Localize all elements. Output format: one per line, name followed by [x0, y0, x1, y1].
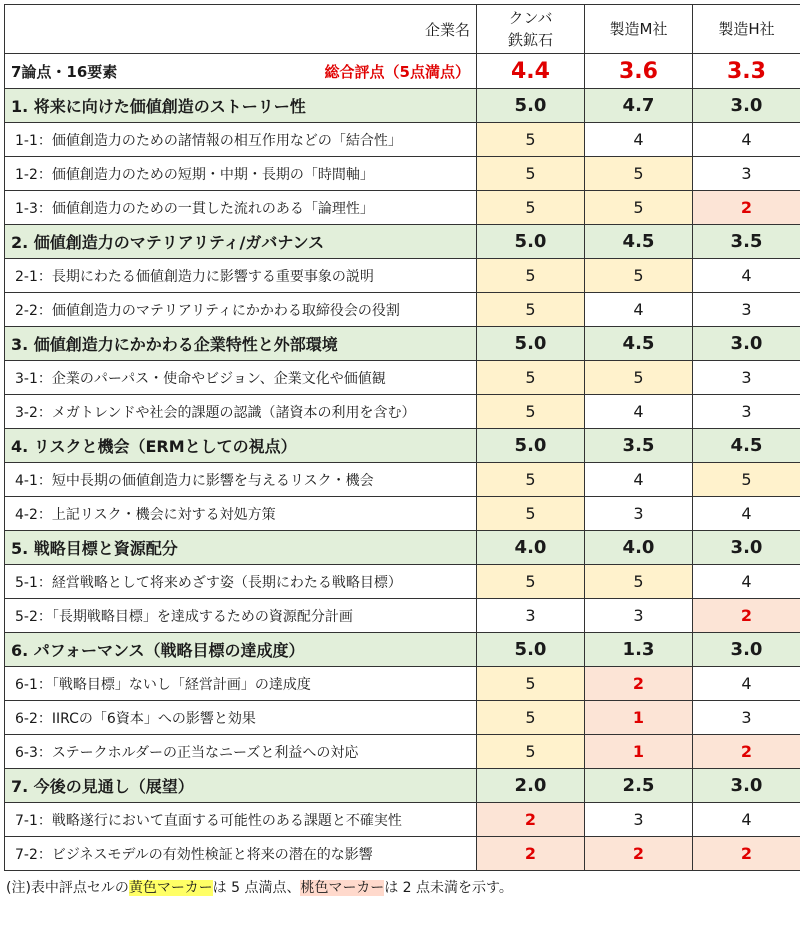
item-score: 4 — [693, 497, 800, 531]
overall-score: 3.6 — [585, 54, 693, 89]
item-score: 2 — [585, 667, 693, 701]
item-row — [5, 259, 800, 293]
category-row — [5, 429, 800, 463]
item-score: 5 — [477, 191, 585, 225]
overall-row — [5, 54, 800, 89]
item-score: 4 — [693, 565, 800, 599]
category-label: 4. リスクと機会（ERMとしての視点） — [5, 429, 477, 463]
item-label: 3-2：メガトレンドや社会的課題の認識（諸資本の利用を含む） — [5, 395, 477, 429]
evaluation-table-container — [4, 4, 798, 897]
item-row — [5, 565, 800, 599]
item-label: 1-2：価値創造力のための短期・中期・長期の「時間軸」 — [5, 157, 477, 191]
item-row — [5, 361, 800, 395]
company-kumba-header — [477, 5, 585, 54]
item-score: 3 — [585, 497, 693, 531]
item-score: 5 — [477, 259, 585, 293]
item-label: 6-2：IIRCの「6資本」への影響と効果 — [5, 701, 477, 735]
category-score: 3.0 — [693, 327, 800, 361]
category-label: 1. 将来に向けた価値創造のストーリー性 — [5, 89, 477, 123]
item-score: 3 — [585, 599, 693, 633]
item-score: 4 — [693, 123, 800, 157]
company-m-header — [585, 5, 693, 54]
item-score: 5 — [585, 259, 693, 293]
item-label: 5-2：「長期戦略目標」を達成するための資源配分計画 — [5, 599, 477, 633]
category-score: 1.3 — [585, 633, 693, 667]
overall-score: 4.4 — [477, 54, 585, 89]
item-score: 5 — [477, 565, 585, 599]
category-row — [5, 327, 800, 361]
item-label: 4-1：短中長期の価値創造力に影響を与えるリスク・機会 — [5, 463, 477, 497]
category-score: 4.0 — [477, 531, 585, 565]
item-row — [5, 395, 800, 429]
item-score: 1 — [585, 735, 693, 769]
category-label: 2. 価値創造力のマテリアリティ/ガバナンス — [5, 225, 477, 259]
evaluation-table — [4, 4, 800, 871]
item-row — [5, 463, 800, 497]
category-score: 4.5 — [585, 225, 693, 259]
item-score: 3 — [693, 157, 800, 191]
category-row — [5, 769, 800, 803]
item-score: 2 — [477, 803, 585, 837]
category-score: 3.0 — [693, 769, 800, 803]
category-score: 2.0 — [477, 769, 585, 803]
category-score: 4.5 — [693, 429, 800, 463]
header-row — [5, 5, 800, 54]
item-score: 2 — [693, 191, 800, 225]
item-label: 7-1：戦略遂行において直面する可能性のある課題と不確実性 — [5, 803, 477, 837]
category-score: 3.0 — [693, 89, 800, 123]
item-score: 4 — [585, 395, 693, 429]
category-score: 4.0 — [585, 531, 693, 565]
item-row — [5, 701, 800, 735]
item-score: 3 — [693, 395, 800, 429]
item-score: 5 — [477, 361, 585, 395]
category-score: 5.0 — [477, 327, 585, 361]
item-score: 2 — [693, 599, 800, 633]
category-score: 3.0 — [693, 531, 800, 565]
item-row — [5, 157, 800, 191]
item-score: 5 — [477, 497, 585, 531]
note-prefix: (注)表中評点セルの — [6, 880, 129, 896]
item-score: 4 — [693, 667, 800, 701]
category-score: 3.5 — [585, 429, 693, 463]
item-score: 5 — [585, 565, 693, 599]
item-score: 5 — [477, 701, 585, 735]
item-score: 5 — [477, 293, 585, 327]
item-label: 4-2：上記リスク・機会に対する対処方策 — [5, 497, 477, 531]
item-score: 4 — [585, 463, 693, 497]
item-row — [5, 735, 800, 769]
note-mid: は 5 点満点、 — [212, 880, 301, 896]
category-row — [5, 89, 800, 123]
item-score: 3 — [693, 701, 800, 735]
category-score: 4.5 — [585, 327, 693, 361]
item-label: 2-1：長期にわたる価値創造力に影響する重要事象の説明 — [5, 259, 477, 293]
category-label: 7. 今後の見通し（展望） — [5, 769, 477, 803]
item-row — [5, 803, 800, 837]
category-score: 3.0 — [693, 633, 800, 667]
item-score: 2 — [693, 837, 800, 871]
company-name-line1: クンバ — [508, 9, 553, 27]
category-score: 5.0 — [477, 633, 585, 667]
item-score: 5 — [477, 463, 585, 497]
item-row — [5, 497, 800, 531]
item-score: 4 — [585, 293, 693, 327]
table-footnote — [4, 877, 798, 897]
note-yellow-marker: 黄色マーカー — [128, 880, 213, 896]
item-score: 5 — [585, 361, 693, 395]
category-label: 5. 戦略目標と資源配分 — [5, 531, 477, 565]
category-label: 3. 価値創造力にかかわる企業特性と外部環境 — [5, 327, 477, 361]
item-score: 5 — [477, 157, 585, 191]
overall-right-label: 総合評点（5点満点） — [324, 62, 470, 81]
item-row — [5, 191, 800, 225]
item-label: 3-1：企業のパーパス・使命やビジョン、企業文化や価値観 — [5, 361, 477, 395]
category-label: 6. パフォーマンス（戦略目標の達成度） — [5, 633, 477, 667]
item-score: 3 — [693, 293, 800, 327]
item-label: 2-2：価値創造力のマテリアリティにかかわる取締役会の役割 — [5, 293, 477, 327]
category-score: 4.7 — [585, 89, 693, 123]
category-score: 2.5 — [585, 769, 693, 803]
category-score: 5.0 — [477, 89, 585, 123]
item-score: 2 — [477, 837, 585, 871]
item-score: 1 — [585, 701, 693, 735]
item-score: 4 — [585, 123, 693, 157]
item-score: 2 — [585, 837, 693, 871]
item-row — [5, 599, 800, 633]
item-score: 2 — [693, 735, 800, 769]
item-label: 6-3：ステークホルダーの正当なニーズと利益への対応 — [5, 735, 477, 769]
item-score: 3 — [693, 361, 800, 395]
item-score: 4 — [693, 259, 800, 293]
note-pink-marker: 桃色マーカー — [300, 880, 385, 896]
item-label: 6-1：「戦略目標」ないし「経営計画」の達成度 — [5, 667, 477, 701]
item-score: 5 — [477, 123, 585, 157]
category-score: 5.0 — [477, 429, 585, 463]
item-row — [5, 837, 800, 871]
item-score: 3 — [585, 803, 693, 837]
item-label: 1-1：価値創造力のための諸情報の相互作用などの「結合性」 — [5, 123, 477, 157]
category-score: 3.5 — [693, 225, 800, 259]
note-suffix: は 2 点未満を示す。 — [384, 880, 513, 896]
item-score: 5 — [477, 667, 585, 701]
item-score: 5 — [693, 463, 800, 497]
item-row — [5, 293, 800, 327]
company-name-line1: 製造H社 — [718, 20, 775, 38]
item-row — [5, 123, 800, 157]
category-score: 5.0 — [477, 225, 585, 259]
overall-score: 3.3 — [693, 54, 800, 89]
item-score: 4 — [693, 803, 800, 837]
company-name-line1: 製造M社 — [609, 20, 668, 38]
item-score: 5 — [477, 395, 585, 429]
item-label: 5-1：経営戦略として将来めざす姿（長期にわたる戦略目標） — [5, 565, 477, 599]
item-label: 1-3：価値創造力のための一貫した流れのある「論理性」 — [5, 191, 477, 225]
category-row — [5, 531, 800, 565]
overall-label-cell — [5, 54, 477, 89]
company-name-line2: 鉄鉱石 — [507, 31, 553, 49]
item-score: 3 — [477, 599, 585, 633]
category-row — [5, 225, 800, 259]
item-score: 5 — [477, 735, 585, 769]
item-label: 7-2：ビジネスモデルの有効性検証と将来の潜在的な影響 — [5, 837, 477, 871]
item-score: 5 — [585, 157, 693, 191]
overall-left-label: 7論点・16要素 — [11, 62, 118, 81]
company-name-header: 企業名 — [5, 5, 477, 54]
item-score: 5 — [585, 191, 693, 225]
item-row — [5, 667, 800, 701]
category-row — [5, 633, 800, 667]
company-h-header — [693, 5, 800, 54]
